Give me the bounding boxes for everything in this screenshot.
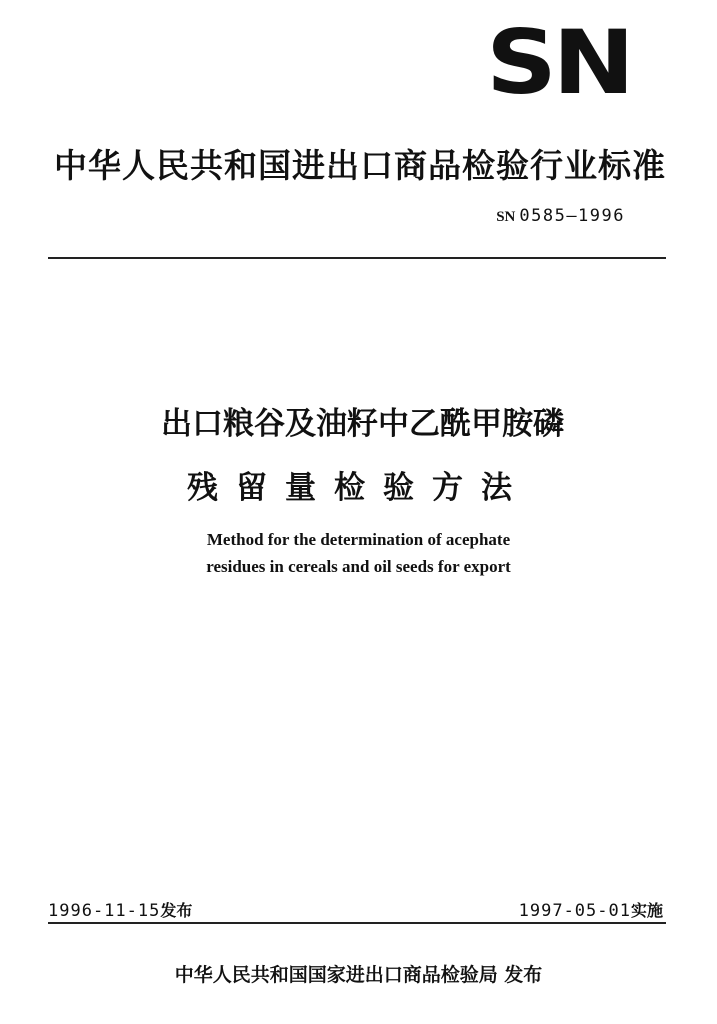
issue-date-value: 1996-11-15 xyxy=(48,901,161,921)
publisher-line: 中华人民共和国国家进出口商品检验局 发布 xyxy=(174,964,543,986)
standard-prefix: SN xyxy=(496,209,516,225)
issue-date xyxy=(48,898,192,921)
standard-code xyxy=(496,206,625,226)
chinese-title-line-2: 残留量检验方法 xyxy=(187,470,530,506)
issue-date-label: 发布 xyxy=(160,901,193,920)
sn-logo: SN xyxy=(486,11,631,114)
chinese-title-line-1: 出口粮谷及油籽中乙酰甲胺磷 xyxy=(161,406,564,442)
bottom-divider xyxy=(48,922,666,924)
standard-number: 0585—1996 xyxy=(519,206,625,226)
implementation-date xyxy=(519,898,663,921)
english-title-line-2: residues in cereals and oil seeds for export xyxy=(206,557,511,576)
english-title-line-1: Method for the determination of acephate xyxy=(206,530,511,549)
top-divider xyxy=(48,257,666,259)
implementation-date-value: 1997-05-01 xyxy=(518,901,631,921)
implementation-date-label: 实施 xyxy=(630,901,663,920)
industry-standard-title: 中华人民共和国进出口商品检验行业标准 xyxy=(54,146,666,185)
